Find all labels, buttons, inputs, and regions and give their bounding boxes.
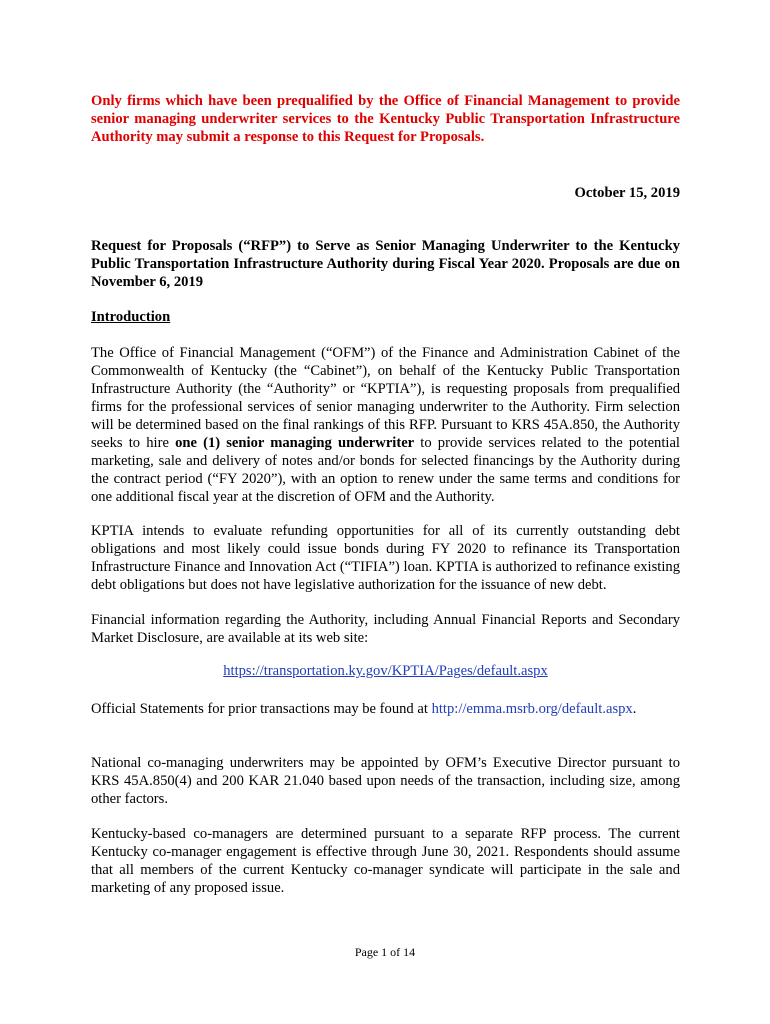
page-number-footer: Page 1 of 14 bbox=[354, 945, 416, 959]
website-url-line bbox=[91, 662, 680, 680]
national-co-managers-paragraph: National co-managing underwriters may be appointed by OFM’s Executive Director pursuant to KRS 45A.850(4) and 200 KAR 21.040 based upon needs of the transaction, including size, among other factors. bbox=[91, 755, 680, 807]
section-heading-introduction: Introduction bbox=[91, 309, 171, 325]
kptia-paragraph: KPTIA intends to evaluate refunding opportunities for all of its currently outstanding debt obligations and most likely could issue bonds during FY 2020 to refinance its Transportation Infrastructure Finance and Innovation Act (“TIFIA”) loan. KPTIA is authorized to refinance existing debt obligations but does not have legislative authorization for the issuance of new debt. bbox=[91, 523, 680, 593]
official-statements-paragraph bbox=[91, 700, 680, 718]
financial-info-paragraph: Financial information regarding the Authority, including Annual Financial Reports and Secondary Market Disclosure, are available at its web site: bbox=[91, 612, 680, 646]
intro-text-end: to provide services related to the potential marketing, sale and delivery of notes and/or bonds for selected financings by the Authority during the contract period (“FY 2020”), with an option to renew under the same terms and conditions for one additional fiscal year at the discretion of OFM and the Authority. bbox=[91, 435, 680, 505]
document-page bbox=[91, 92, 680, 896]
official-statements-text: Official Statements for prior transactions may be found at bbox=[91, 701, 432, 717]
intro-bold-text: one (1) senior managing underwriter bbox=[175, 435, 415, 451]
kentucky-co-managers-paragraph: Kentucky-based co-managers are determined pursuant to a separate RFP process. The current Kentucky co-manager engagement is effective through June 30, 2021. Respondents should assume that all members of the current Kentucky co-manager syndicate will participate in the sale and marketing of any proposed issue. bbox=[91, 826, 680, 896]
rfp-title: Request for Proposals (“RFP”) to Serve as Senior Managing Underwriter to the Kentucky Public Transportation Infrastructure Authority during Fiscal Year 2020. Proposals are due on November 6, 2019 bbox=[91, 238, 680, 290]
prequalification-notice: Only firms which have been prequalified by the Office of Financial Management to provide senior managing underwriter services to the Kentucky Public Transportation Infrastructure Authority may submit a response to this Request for Proposals. bbox=[91, 93, 680, 145]
intro-text-start: The Office of Financial Management (“OFM”) of the Finance and Administration Cabinet of the Commonwealth of Kentucky (the “Cabinet”), on behalf of the Kentucky Public Transportation Infrastructure Authority (the “Authority” or “KPTIA”), is requesting proposals from prequalified firms for the professional services of senior managing underwriter to the Authority. Firm selection will be determined based on the final rankings of this RFP. Pursuant to KRS 45A.850, the Authority seeks to hire bbox=[91, 345, 680, 451]
document-date: October 15, 2019 bbox=[574, 185, 680, 201]
official-statements-period: . bbox=[632, 701, 637, 717]
intro-paragraph bbox=[91, 344, 680, 506]
kptia-website-link[interactable]: https://transportation.ky.gov/KPTIA/Pages/default.aspx bbox=[223, 663, 548, 679]
emma-link[interactable]: http://emma.msrb.org/default.aspx bbox=[431, 701, 633, 717]
